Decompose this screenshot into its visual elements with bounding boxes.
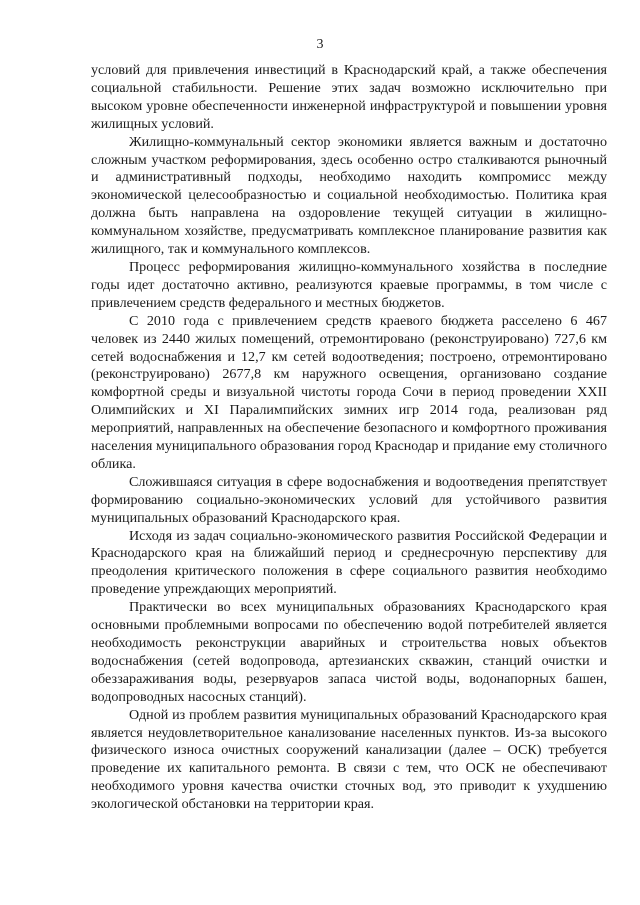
paragraph-water-supply-problems: Практически во всех муниципальных образованиях Краснодарского края основными проблемными вопросами по обеспечению водой потребителей является необходимость реконструкции аварийных и строительства новых объектов водоснабжения (сетей водопровода, артезианских скважин, станций очистки и обеззараживания воды, резервуаров запаса чистой воды, водонапорных башен, водопроводных насосных станций).	[91, 599, 607, 705]
document-body	[91, 62, 607, 814]
page-number: 3	[316, 37, 324, 52]
paragraph-housing-sector: Жилищно-коммунальный сектор экономики является важным и достаточно сложным участком реформирования, здесь особенно остро сталкиваются рыночный и административный подходы, необходимо находить компромисс между экономической целесообразностью и социальной необходимостью. Политика края должна быть направлена на оздоровление текущей ситуации в жилищно-коммунальном хозяйстве, предусматривать комплексное планирование развития как жилищного, так и коммунального комплексов.	[91, 133, 607, 258]
paragraph-achievements-2010: С 2010 года с привлечением средств краевого бюджета расселено 6 467 человек из 2440 жилых помещений, отремонтировано (реконструировано) 727,6 км сетей водоснабжения и 12,7 км сетей водоотведения; построено, отремонтировано (реконструировано) 2677,8 км наружного освещения, организовано создание комфортной среды и визуальной чистоты города Сочи в период проведении XXII Олимпийских и XI Паралимпийских зимних игр 2014 года, реализован ряд мероприятий, направленных на обеспечение безопасного и комфортного проживания населения муниципального образования город Краснодар и придание ему столичного облика.	[91, 312, 607, 472]
paragraph-water-situation: Сложившаяся ситуация в сфере водоснабжения и водоотведения препятствует формированию социально-экономических условий для устойчивого развития муниципальных образований Краснодарского края.	[91, 473, 607, 526]
paragraph-reform-process: Процесс реформирования жилищно-коммунального хозяйства в последние годы идет достаточно активно, реализуются краевые программы, в том числе с привлечением средств федерального и местных бюджетов.	[91, 258, 607, 311]
paragraph-continuation: условий для привлечения инвестиций в Краснодарский край, а также обеспечения социальной стабильности. Решение этих задач возможно исключительно при высоком уровне обеспеченности инженерной инфраструктурой и повышении уровня жилищных условий.	[91, 62, 607, 132]
paragraph-sewerage-problems: Одной из проблем развития муниципальных образований Краснодарского края является неудовлетворительное канализование населенных пунктов. Из-за высокого физического износа очистных сооружений канализации (далее – ОСК) требуется проведение их капитального ремонта. В связи с тем, что ОСК не обеспечивают необходимого уровня качества очистки сточных вод, это приводит к ухудшению экологической обстановки на территории края.	[91, 706, 607, 813]
paragraph-development-goals: Исходя из задач социально-экономического развития Российской Федерации и Краснодарского края на ближайший период и среднесрочную перспективу для преодоления критического положения в сфере социального развития необходимо проведение упреждающих мероприятий.	[91, 527, 607, 598]
